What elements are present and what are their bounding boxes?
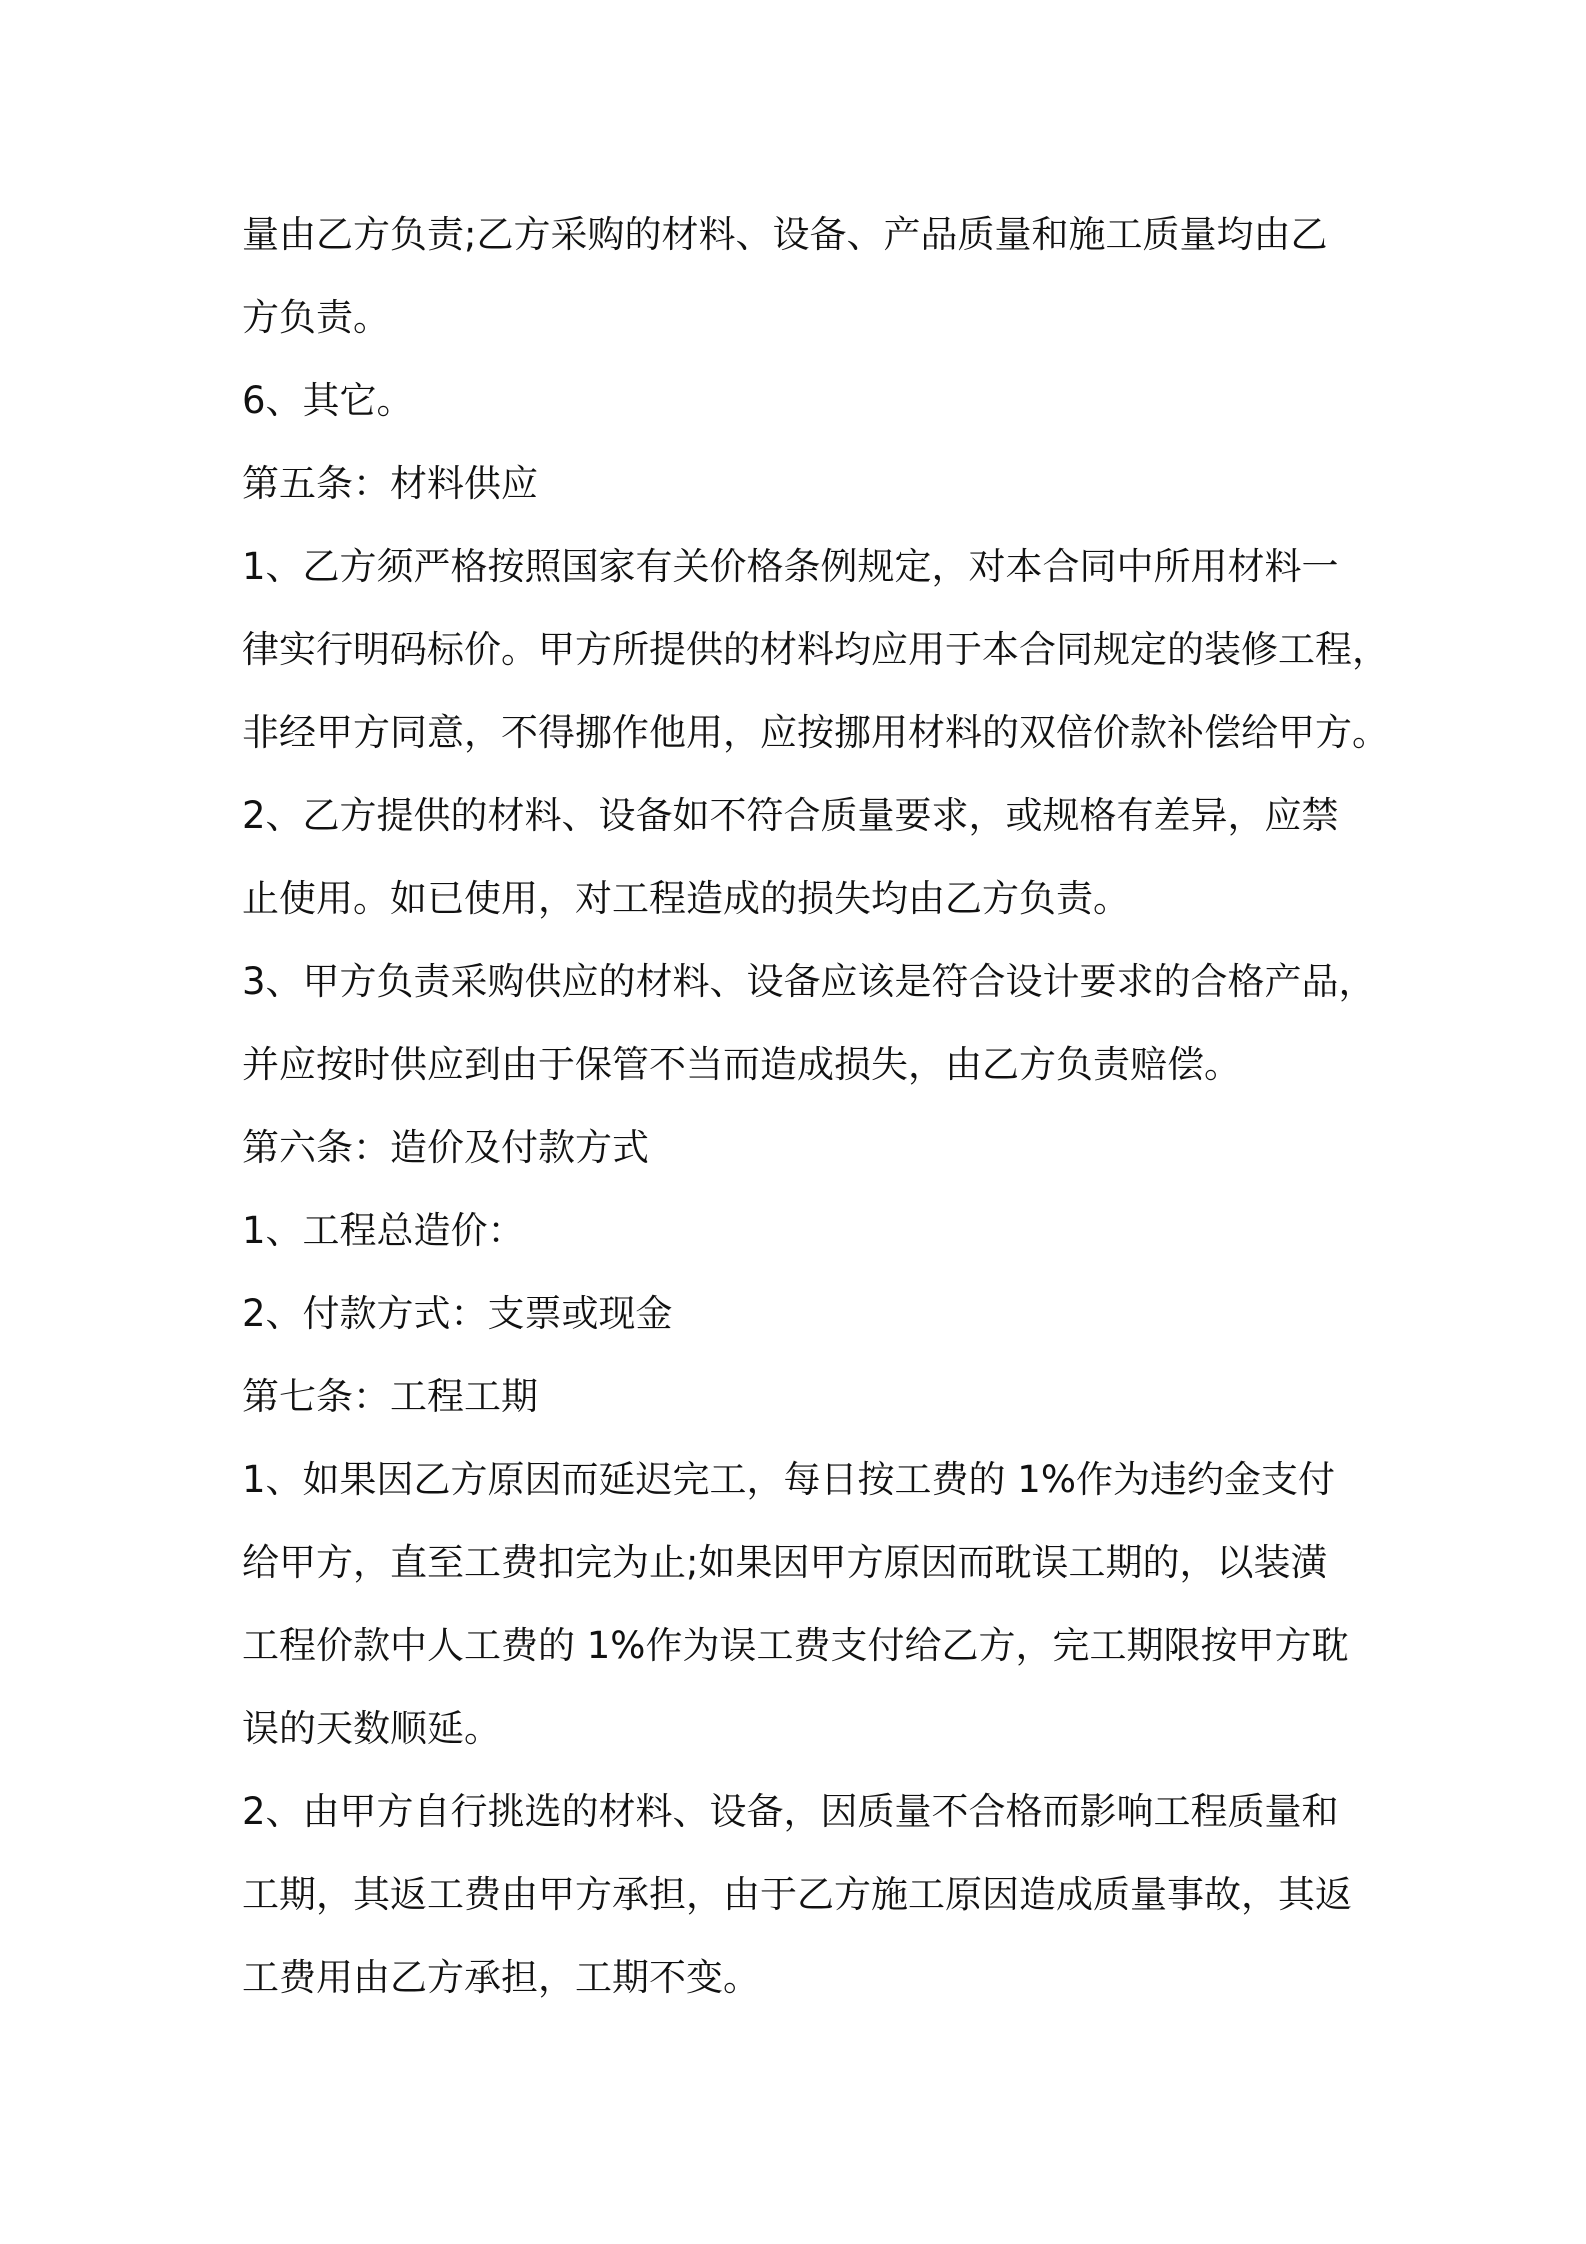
text-line: 2、付款方式：支票或现金 bbox=[242, 1292, 673, 1335]
section-heading: 第七条：工程工期 bbox=[242, 1375, 538, 1418]
text-line: 工程价款中人工费的 1%作为误工费支付给乙方，完工期限按甲方耽 bbox=[242, 1624, 1349, 1667]
text-line: 并应按时供应到由于保管不当而造成损失，由乙方负责赔偿。 bbox=[242, 1043, 1241, 1086]
document-body bbox=[242, 193, 1389, 2019]
text-line: 量由乙方负责;乙方采购的材料、设备、产品质量和施工质量均由乙 bbox=[242, 213, 1328, 256]
text-line: 6、其它。 bbox=[242, 379, 414, 422]
text-line: 止使用。如已使用，对工程造成的损失均由乙方负责。 bbox=[242, 877, 1130, 920]
text-line: 3、甲方负责采购供应的材料、设备应该是符合设计要求的合格产品， bbox=[242, 960, 1376, 1003]
text-line: 给甲方，直至工费扣完为止;如果因甲方原因而耽误工期的，以装潢 bbox=[242, 1541, 1328, 1584]
text-line: 1、乙方须严格按照国家有关价格条例规定，对本合同中所用材料一 bbox=[242, 545, 1339, 588]
section-heading: 第六条：造价及付款方式 bbox=[242, 1126, 649, 1169]
text-line: 2、由甲方自行挑选的材料、设备，因质量不合格而影响工程质量和 bbox=[242, 1790, 1339, 1833]
text-line: 非经甲方同意，不得挪作他用，应按挪用材料的双倍价款补偿给甲方。 bbox=[242, 711, 1389, 754]
text-line: 律实行明码标价。甲方所提供的材料均应用于本合同规定的装修工程， bbox=[242, 628, 1389, 671]
text-line: 1、工程总造价： bbox=[242, 1209, 525, 1252]
section-heading: 第五条：材料供应 bbox=[242, 462, 538, 505]
text-line: 1、如果因乙方原因而延迟完工，每日按工费的 1%作为违约金支付 bbox=[242, 1458, 1335, 1501]
text-line: 工费用由乙方承担，工期不变。 bbox=[242, 1956, 760, 1999]
text-line: 工期，其返工费由甲方承担，由于乙方施工原因造成质量事故，其返 bbox=[242, 1873, 1352, 1916]
text-line: 2、乙方提供的材料、设备如不符合质量要求，或规格有差异，应禁 bbox=[242, 794, 1339, 837]
text-line: 误的天数顺延。 bbox=[242, 1707, 501, 1750]
text-line: 方负责。 bbox=[242, 296, 390, 339]
